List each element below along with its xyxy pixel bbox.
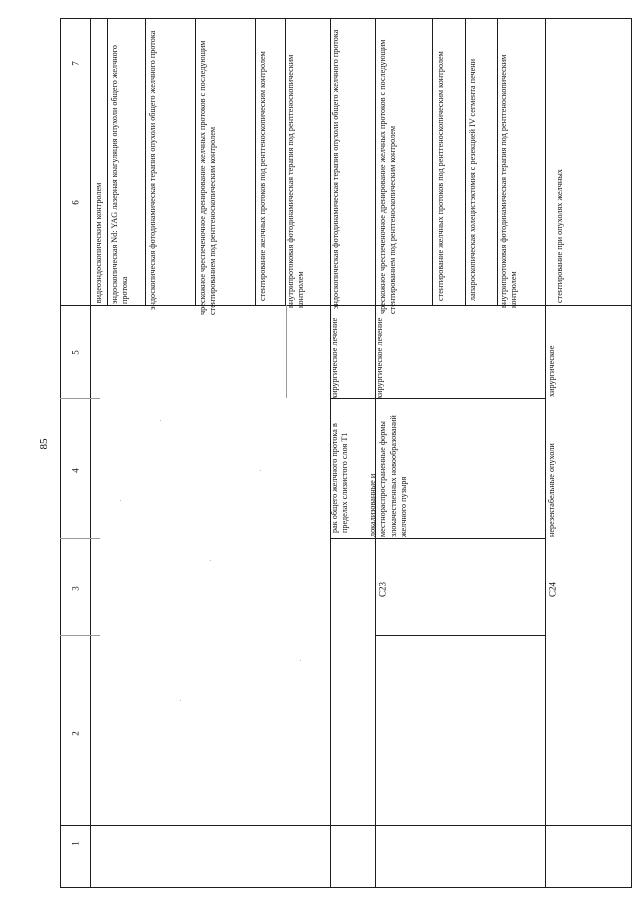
method-entry-6: внутрипротоковая фотодинамическая терапия под рентгеноскопическим контролем xyxy=(286,54,306,308)
method-entry-3: эндоскопическая фотодинамическая терапия опухоли общего желчного протока xyxy=(148,30,157,310)
c24-condition: нерезектабельные опухоли xyxy=(547,443,556,537)
col-header-5: 5 xyxy=(70,350,81,355)
method-entry-5: стентирование желчных протоков под рентгеноскопическим контролем xyxy=(258,51,267,301)
c23-condition: локализованные и местнораспространенные формы злокачественных новообразований желчного пузыря xyxy=(368,415,409,537)
col-header-1: 1 xyxy=(70,841,81,846)
col-header-2: 2 xyxy=(70,731,81,736)
c23-code: C23 xyxy=(377,582,388,598)
rak-method: эндоскопическая фотодинамическая терапия опухоли общего желчного протока xyxy=(331,29,340,309)
c23-method-3: лапароскопическая холецистэктомия с резекцией IV сегмента печени xyxy=(468,58,477,301)
c23-method-1: чрескожное чреспеченочное дренирование желчных протоков с последующим стентированием под рентгеноскопическим контролем xyxy=(378,39,398,314)
c23-method-4: внутрипротоковая фотодинамическая терапия под рентгеноскопическим контролем xyxy=(499,54,519,308)
c23-treatment: хирургическое лечение xyxy=(375,317,384,399)
c24-code: C24 xyxy=(547,582,558,598)
rak-treatment: хирургическое лечение xyxy=(330,317,339,399)
col-header-6: 6 xyxy=(70,200,81,205)
c24-treatment: хирургическое xyxy=(547,345,556,397)
col-header-7: 7 xyxy=(70,61,81,66)
col-header-4: 4 xyxy=(70,468,81,473)
method-entry-2: эндоскопическая Nd: YAG лазерная коагуляция опухоли общего желчного протока xyxy=(110,45,130,304)
rak-condition: рак общего желчного протока в пределах слизистого слоя T1 xyxy=(330,423,350,533)
method-entry-1: видеоэндоскопическим контролем xyxy=(93,182,103,304)
c24-method: стентирование при опухолях желчных xyxy=(555,169,564,303)
c23-method-2: стентирование желчных протоков под рентгеноскопическим контролем xyxy=(436,51,445,301)
col-header-3: 3 xyxy=(70,586,81,591)
page-number: 85 xyxy=(38,438,50,450)
method-entry-4: чрескожное чреспеченочное дренирование желчных протоков с последующим стентированием под рентгеноскопическим контролем xyxy=(198,40,218,315)
